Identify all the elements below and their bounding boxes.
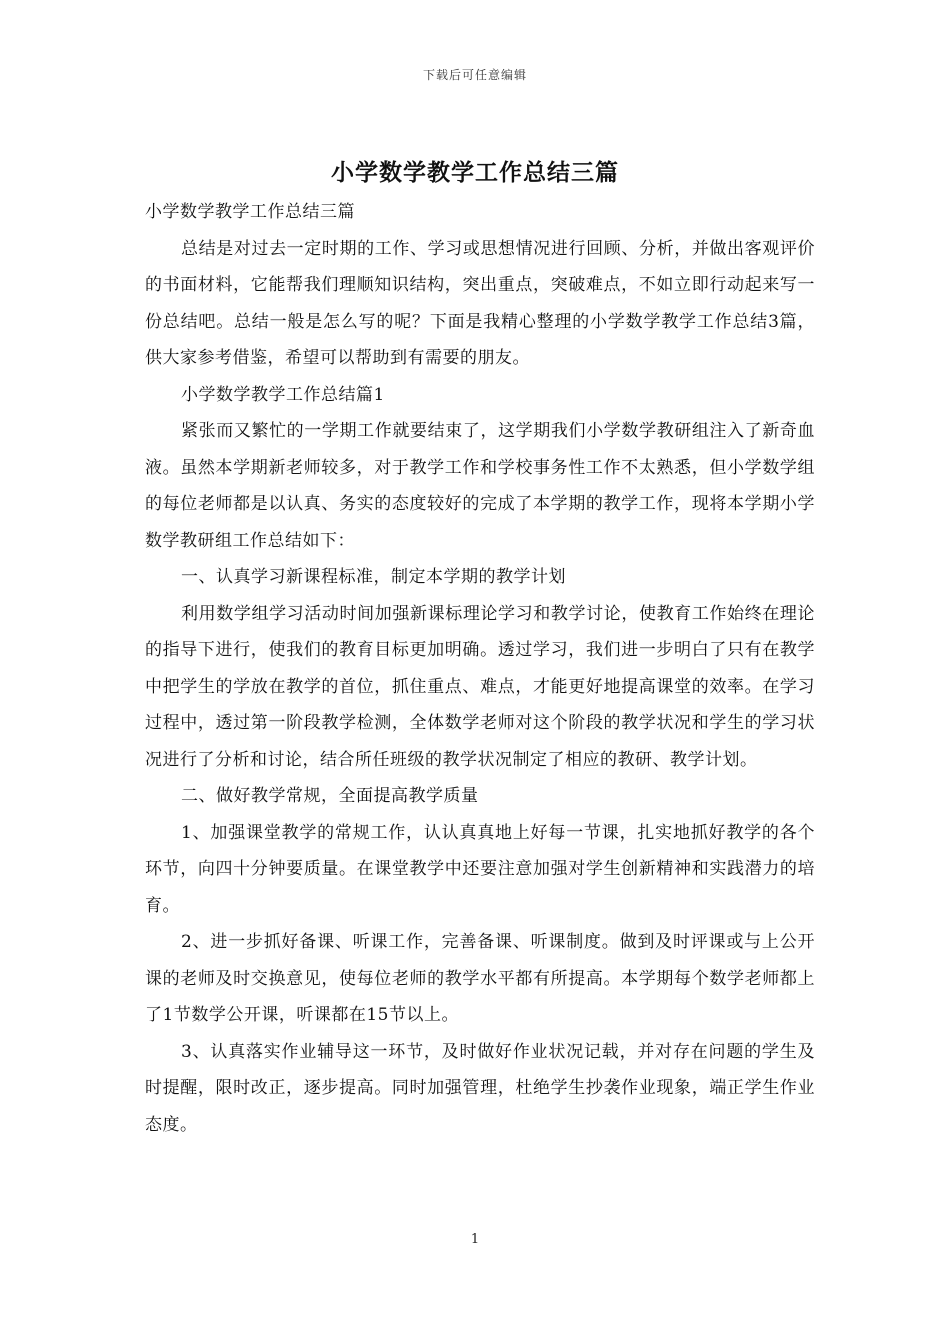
document-title: 小学数学教学工作总结三篇 (331, 159, 619, 186)
body-paragraph: 紧张而又繁忙的一学期工作就要结束了，这学期我们小学数学教研组注入了新奇血液。虽然本学期新老师较多，对于教学工作和学校事务性工作不太熟悉，但小学数学组的每位老师都是以认真、务实的态度较好的完成了本学期的教学工作，现将本学期小学数学教研组工作总结如下： (145, 421, 815, 551)
section-heading-part1: 小学数学教学工作总结篇1 (181, 384, 385, 405)
subtitle-paragraph: 小学数学教学工作总结三篇 (145, 202, 355, 222)
page-number: 1 (470, 1232, 480, 1247)
intro-paragraph: 总结是对过去一定时期的工作、学习或思想情况进行回顾、分析，并做出客观评价的书面材料，它能帮我们理顺知识结构，突出重点，突破难点，不如立即行动起来写一份总结吧。总结一般是怎么写的呢？下面是我精心整理的小学数学教学工作总结3篇，供大家参考借鉴，希望可以帮助到有需要的朋友。 (145, 238, 815, 368)
list-item-paragraph: 3、认真落实作业辅导这一环节，及时做好作业状况记载，并对存在问题的学生及时提醒，限时改正，逐步提高。同时加强管理，杜绝学生抄袭作业现象，端正学生作业态度。 (145, 1041, 815, 1135)
document-body (145, 194, 815, 1143)
list-item-paragraph: 2、进一步抓好备课、听课工作，完善备课、听课制度。做到及时评课或与上公开课的老师及时交换意见，使每位老师的教学水平都有所提高。本学期每个数学老师都上了1节数学公开课，听课都在15节以上。 (145, 932, 815, 1025)
body-paragraph: 利用数学组学习活动时间加强新课标理论学习和教学讨论，使教育工作始终在理论的指导下进行，使我们的教育目标更加明确。透过学习，我们进一步明白了只有在教学中把学生的学放在教学的首位，抓住重点、难点，才能更好地提高课堂的效率。在学习过程中，透过第一阶段教学检测，全体数学老师对这个阶段的教学状况和学生的学习状况进行了分析和讨论，结合所任班级的教学状况制定了相应的教研、教学计划。 (145, 603, 815, 770)
list-item-paragraph: 1、加强课堂教学的常规工作，认认真真地上好每一节课，扎实地抓好教学的各个环节，向四十分钟要质量。在课堂教学中还要注意加强对学生创新精神和实践潜力的培育。 (145, 822, 815, 916)
section-heading-one: 一、认真学习新课程标准，制定本学期的教学计划 (181, 567, 566, 587)
header-note: 下载后可任意编辑 (422, 68, 527, 82)
section-heading-two: 二、做好教学常规，全面提高教学质量 (181, 786, 479, 806)
